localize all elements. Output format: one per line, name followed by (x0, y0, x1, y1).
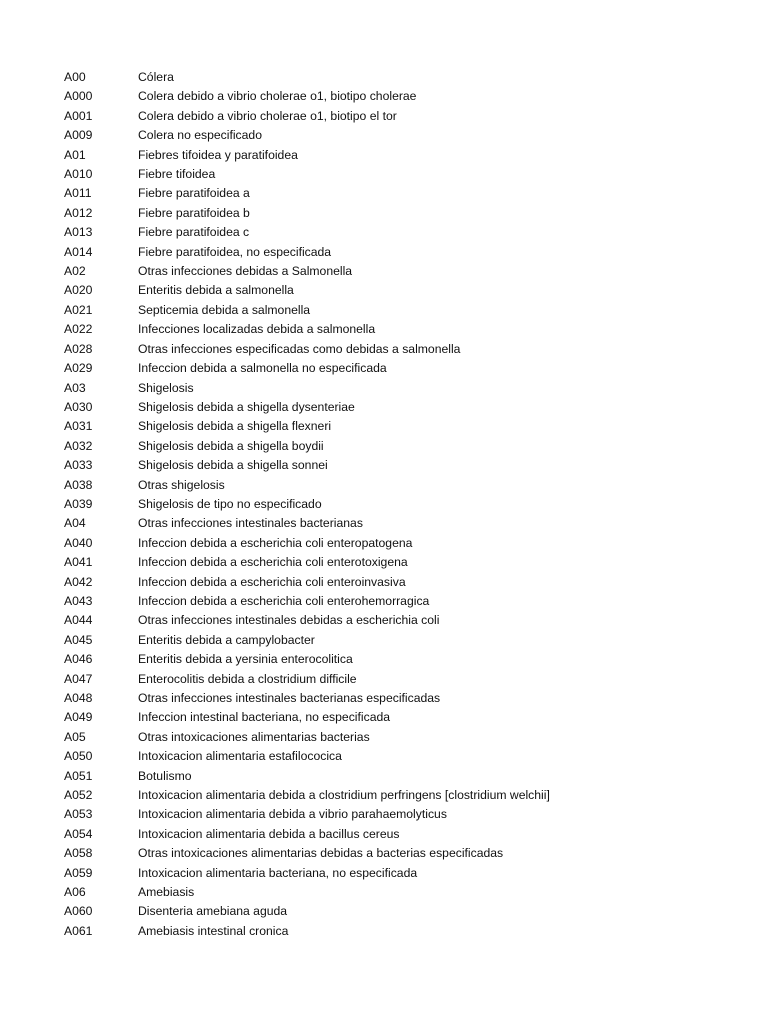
description-cell: Otras infecciones intestinales bacterianas (138, 516, 363, 531)
code-cell: A045 (64, 632, 93, 647)
code-cell: A040 (64, 535, 93, 550)
description-cell: Shigelosis (138, 380, 194, 395)
code-cell: A02 (64, 264, 86, 279)
description-cell: Infeccion debida a escherichia coli enteroinvasiva (138, 574, 406, 589)
description-cell: Septicemia debida a salmonella (138, 302, 311, 317)
description-cell: Fiebre paratifoidea, no especificada (138, 244, 332, 259)
description-cell: Enteritis debida a yersinia enterocolitica (138, 652, 353, 667)
table-row (0, 223, 768, 242)
description-cell: Otras infecciones especificadas como debidas a salmonella (138, 341, 461, 356)
table-row (0, 126, 768, 145)
code-cell: A053 (64, 807, 93, 822)
description-cell: Otras intoxicaciones alimentarias debidas a bacterias especificadas (138, 846, 504, 861)
code-cell: A029 (64, 361, 93, 376)
code-cell: A047 (64, 671, 93, 686)
description-cell: Otras infecciones intestinales debidas a escherichia coli (138, 613, 440, 628)
table-row (0, 767, 768, 786)
code-cell: A054 (64, 826, 93, 841)
code-cell: A010 (64, 167, 93, 182)
description-cell: Shigelosis debida a shigella boydii (138, 438, 324, 453)
code-cell: A011 (64, 186, 92, 201)
description-cell: Shigelosis de tipo no especificado (138, 496, 322, 511)
code-cell: A014 (64, 244, 93, 259)
code-cell: A046 (64, 652, 93, 667)
table-row (0, 631, 768, 650)
description-cell: Fiebre paratifoidea a (138, 186, 250, 201)
code-cell: A048 (64, 691, 93, 705)
description-cell: Colera debido a vibrio cholerae o1, biotipo el tor (138, 108, 397, 123)
code-cell: A009 (64, 128, 93, 143)
code-cell: A05 (64, 729, 86, 744)
description-cell: Infeccion debida a escherichia coli enteropatogena (138, 535, 413, 550)
code-cell: A012 (64, 205, 93, 220)
code-cell: A00 (64, 70, 86, 84)
table-row (0, 514, 768, 533)
code-cell: A030 (64, 399, 93, 414)
table-row (0, 437, 768, 456)
description-cell: Shigelosis debida a shigella dysenteriae (138, 399, 355, 414)
code-cell: A039 (64, 496, 93, 511)
description-cell: Intoxicacion alimentaria debida a vibrio parahaemolyticus (138, 807, 447, 822)
table-row (0, 573, 768, 592)
code-cell: A033 (64, 458, 93, 473)
table-row (0, 398, 768, 417)
code-cell: A001 (64, 108, 93, 123)
code-cell: A041 (64, 555, 93, 570)
table-row (0, 68, 768, 87)
description-cell: Otras shigelosis (138, 477, 225, 492)
table-row (0, 340, 768, 359)
table-row (0, 689, 768, 708)
description-cell: Colera no especificado (138, 128, 262, 143)
code-cell: A044 (64, 613, 93, 628)
code-cell: A01 (64, 147, 86, 162)
table-row (0, 243, 768, 262)
table-row (0, 107, 768, 126)
description-cell: Enterocolitis debida a clostridium difficile (138, 671, 357, 686)
code-cell: A032 (64, 438, 93, 453)
code-cell: A049 (64, 710, 93, 725)
table-row (0, 786, 768, 805)
table-row (0, 301, 768, 320)
table-row (0, 417, 768, 436)
icd-code-list (0, 68, 768, 941)
table-row (0, 456, 768, 475)
description-cell: Otras intoxicaciones alimentarias bacterias (138, 729, 370, 744)
code-cell: A042 (64, 574, 93, 589)
description-cell: Fiebre paratifoidea b (138, 205, 250, 220)
code-cell: A050 (64, 749, 93, 764)
description-cell: Cólera (138, 70, 174, 84)
description-cell: Otras infecciones intestinales bacterianas especificadas (138, 691, 441, 705)
table-row (0, 204, 768, 223)
code-cell: A020 (64, 283, 93, 298)
table-row (0, 379, 768, 398)
code-cell: A052 (64, 788, 93, 803)
table-row (0, 592, 768, 611)
table-row (0, 670, 768, 689)
code-cell: A031 (64, 419, 93, 434)
table-row (0, 883, 768, 902)
description-cell: Infecciones localizadas debida a salmonella (138, 322, 376, 337)
description-cell: Enteritis debida a campylobacter (138, 632, 315, 647)
description-cell: Infeccion debida a escherichia coli enterohemorragica (138, 593, 430, 608)
table-row (0, 495, 768, 514)
code-cell: A061 (64, 923, 93, 938)
description-cell: Infeccion debida a escherichia coli enterotoxigena (138, 555, 408, 570)
code-cell: A043 (64, 593, 93, 608)
table-row (0, 922, 768, 941)
code-cell: A060 (64, 904, 93, 919)
code-cell: A058 (64, 846, 93, 861)
table-row (0, 747, 768, 766)
description-cell: Infeccion intestinal bacteriana, no especificada (138, 710, 391, 725)
table-row (0, 87, 768, 106)
code-cell: A051 (64, 768, 93, 783)
description-cell: Botulismo (138, 768, 192, 783)
description-cell: Intoxicacion alimentaria bacteriana, no especificada (138, 865, 418, 880)
table-row (0, 146, 768, 165)
description-cell: Shigelosis debida a shigella sonnei (138, 458, 328, 473)
table-row (0, 262, 768, 281)
code-cell: A021 (64, 302, 93, 317)
description-cell: Fiebres tifoidea y paratifoidea (138, 147, 298, 162)
description-cell: Intoxicacion alimentaria debida a bacillus cereus (138, 826, 400, 841)
table-row (0, 611, 768, 630)
table-row (0, 650, 768, 669)
table-row (0, 728, 768, 747)
table-row (0, 844, 768, 863)
table-row (0, 553, 768, 572)
table-row (0, 825, 768, 844)
description-cell: Infeccion debida a salmonella no especificada (138, 361, 387, 376)
table-row (0, 281, 768, 300)
table-row (0, 359, 768, 378)
code-cell: A059 (64, 865, 93, 880)
description-cell: Otras infecciones debidas a Salmonella (138, 264, 353, 279)
code-cell: A013 (64, 225, 93, 240)
code-cell: A06 (64, 885, 86, 900)
table-row (0, 165, 768, 184)
table-row (0, 902, 768, 921)
table-row (0, 184, 768, 203)
description-cell: Amebiasis (138, 885, 195, 900)
code-cell: A028 (64, 341, 93, 356)
table-row (0, 864, 768, 883)
description-cell: Shigelosis debida a shigella flexneri (138, 419, 332, 434)
table-row (0, 320, 768, 339)
code-cell: A04 (64, 516, 86, 531)
code-cell: A000 (64, 89, 93, 104)
code-cell: A038 (64, 477, 93, 492)
description-cell: Disenteria amebiana aguda (138, 904, 288, 919)
description-cell: Fiebre tifoidea (138, 167, 216, 182)
description-cell: Colera debido a vibrio cholerae o1, biotipo cholerae (138, 89, 417, 104)
description-cell: Intoxicacion alimentaria debida a clostridium perfringens [clostridium welchii] (138, 788, 550, 803)
table-row (0, 805, 768, 824)
description-cell: Amebiasis intestinal cronica (138, 923, 289, 938)
description-cell: Fiebre paratifoidea c (138, 225, 250, 240)
table-row (0, 708, 768, 727)
table-row (0, 534, 768, 553)
code-cell: A022 (64, 322, 93, 337)
description-cell: Enteritis debida a salmonella (138, 283, 294, 298)
code-cell: A03 (64, 380, 86, 395)
description-cell: Intoxicacion alimentaria estafilococica (138, 749, 342, 764)
table-row (0, 476, 768, 495)
